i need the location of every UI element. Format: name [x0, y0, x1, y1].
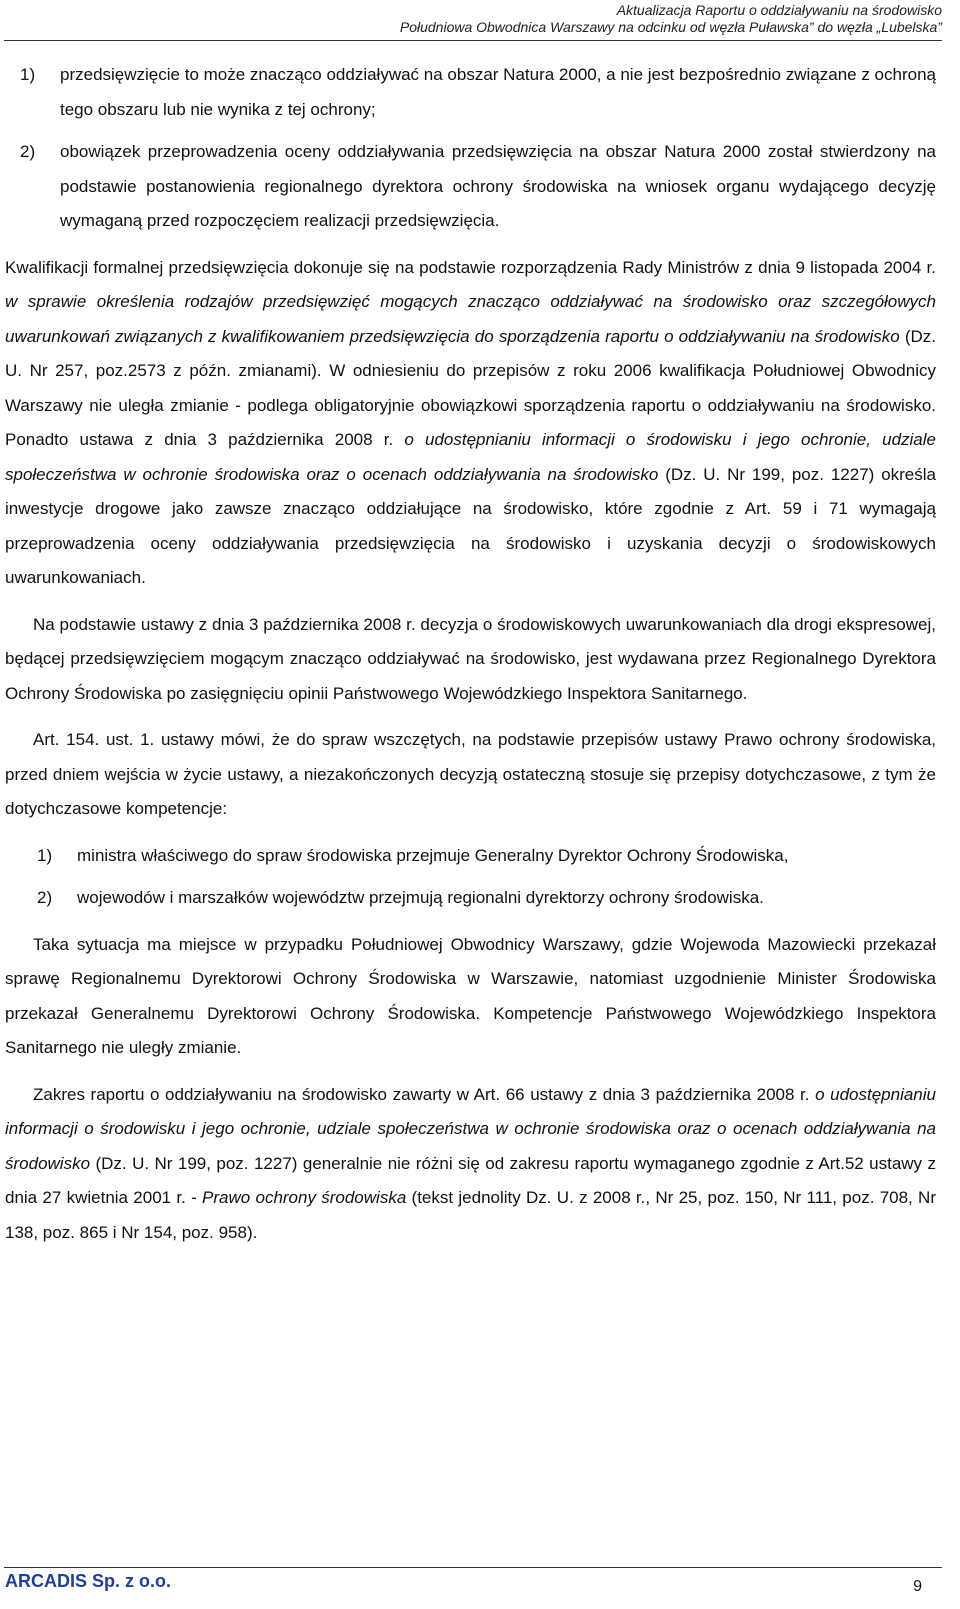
- document-body: [5, 58, 936, 1262]
- act-title: o udostępnianiu informacji o środowisku i jego ochronie, udziale społeczeństwa w ochronie środowiska oraz o ocenach oddziaływania na środowisko: [5, 430, 936, 484]
- paragraph-qualification: [5, 251, 936, 596]
- paragraph-article-154: Art. 154. ust. 1. ustawy mówi, że do spraw wszczętych, na podstawie przepisów ustawy Prawo ochrony środowiska, przed dniem wejścia w życie ustawy, a niezakończonych decyzją ostateczną stosuje się przepisy dotychczasowe, z tym że dotychczasowe kompetencje:: [5, 730, 936, 818]
- header-report-title: Aktualizacja Raportu o oddziaływaniu na środowisko: [616, 2, 942, 18]
- footer-divider: [4, 1567, 942, 1568]
- list-text: ministra właściwego do spraw środowiska przejmuje Generalny Dyrektor Ochrony Środowiska,: [77, 845, 789, 865]
- page-number: 9: [913, 1578, 922, 1595]
- paragraph-decision: Na podstawie ustawy z dnia 3 października 2008 r. decyzja o środowiskowych uwarunkowaniach dla drogi ekspresowej, będącej przedsięwzięciem mogącym znacząco oddziaływać na środowisko, jest wydawana przez Regionalnego Dyrektora Ochrony Środowiska po zasięgnięciu opinii Państwowego Wojewódzkiego Inspektora Sanitarnego.: [5, 614, 936, 703]
- list-text: wojewodów i marszałków województw przejmują regionalni dyrektorzy ochrony środowiska.: [77, 888, 764, 907]
- act-title: o udostępnianiu informacji o środowisku i jego ochronie, udziale społeczeństwa w ochronie środowiska oraz o ocenach oddziaływania na środowisko: [5, 1084, 936, 1173]
- text-run: (Dz. U. Nr 199, poz. 1227) określa inwestycje drogowe jako zawsze znacząco oddziałujące na środowisko, które zgodnie z Art. 59 i 71 wymagają przeprowadzenia oceny oddziaływania przedsięwzięcia na środowisko i uzyskania decyzji o środowiskowych uwarunkowaniach.: [5, 464, 936, 587]
- footer-company-name: ARCADIS Sp. z o.o.: [5, 1571, 171, 1591]
- header-divider: [4, 40, 942, 41]
- list-item: [5, 58, 936, 127]
- text-run: (Dz. U. Nr 257, poz.2573 z późn. zmianami). W odniesieniu do przepisów z roku 2006 kwalifikacja Południowej Obwodnicy Warszawy nie uległa zmianie - podlega obligatoryjnie obowiązkowi sporządzenia raportu o oddziaływaniu na środowisko. Ponadto ustawa z dnia 3 października 2008 r.: [5, 326, 936, 449]
- header-project-title: Południowa Obwodnica Warszawy na odcinku od węzła Puławska” do węzła „Lubelska”: [399, 19, 942, 35]
- natura-conditions-list: [5, 58, 936, 239]
- list-item: [5, 135, 936, 239]
- regulation-title: w sprawie określenia rodzajów przedsięwzięć mogących znacząco oddziaływać na środowisko oraz szczegółowych uwarunkowań związanych z kwalifikowaniem przedsięwzięcia do sporządzenia raportu o oddziaływaniu na środowisko: [5, 292, 936, 346]
- list-text: przedsięwzięcie to może znacząco oddziaływać na obszar Natura 2000, a nie jest bezpośrednio związane z ochroną tego obszaru lub nie wynika z tej ochrony;: [60, 65, 936, 119]
- text-run: (Dz. U. Nr 199, poz. 1227) generalnie nie różni się od zakresu raportu wymaganego zgodnie z Art.52 ustawy z dnia 27 kwietnia 2001 r. -: [5, 1153, 936, 1207]
- list-item: [5, 881, 936, 916]
- text-run: (tekst jednolity Dz. U. z 2008 r., Nr 25, poz. 150, Nr 111, poz. 708, Nr 138, poz. 865 i Nr 154, poz. 958).: [5, 1188, 936, 1242]
- paragraph-situation: Taka sytuacja ma miejsce w przypadku Południowej Obwodnicy Warszawy, gdzie Wojewoda Mazowiecki przekazał sprawę Regionalnemu Dyrektorowi Ochrony Środowiska w Warszawie, natomiast uzgodnienie Minister Środowiska przekazał Generalnemu Dyrektorowi Ochrony Środowiska. Kompetencje Państwowego Wojewódzkiego Inspektora Sanitarnego nie uległy zmianie.: [5, 934, 936, 1057]
- text-run: Zakres raportu o oddziaływaniu na środowisko zawarty w Art. 66 ustawy z dnia 3 października 2008 r.: [33, 1084, 816, 1104]
- text-run: Kwalifikacji formalnej przedsięwzięcia dokonuje się na podstawie rozporządzenia Rady Ministrów z dnia 9 listopada 2004 r.: [5, 257, 936, 277]
- list-number: 2): [20, 142, 36, 161]
- competences-list: [5, 839, 936, 916]
- list-number: 1): [37, 845, 53, 865]
- list-number: 1): [20, 65, 36, 84]
- list-text: obowiązek przeprowadzenia oceny oddziaływania przedsięwzięcia na obszar Natura 2000 został stwierdzony na podstawie postanowienia regionalnego dyrektora ochrony środowiska na wniosek organu wydającego decyzję wymaganą przed rozpoczęciem realizacji przedsięwzięcia.: [60, 142, 936, 230]
- page-header: [400, 2, 942, 36]
- list-item: [5, 839, 936, 874]
- list-number: 2): [37, 888, 53, 907]
- act-title: Prawo ochrony środowiska: [202, 1188, 407, 1207]
- paragraph-report-scope: [5, 1078, 936, 1251]
